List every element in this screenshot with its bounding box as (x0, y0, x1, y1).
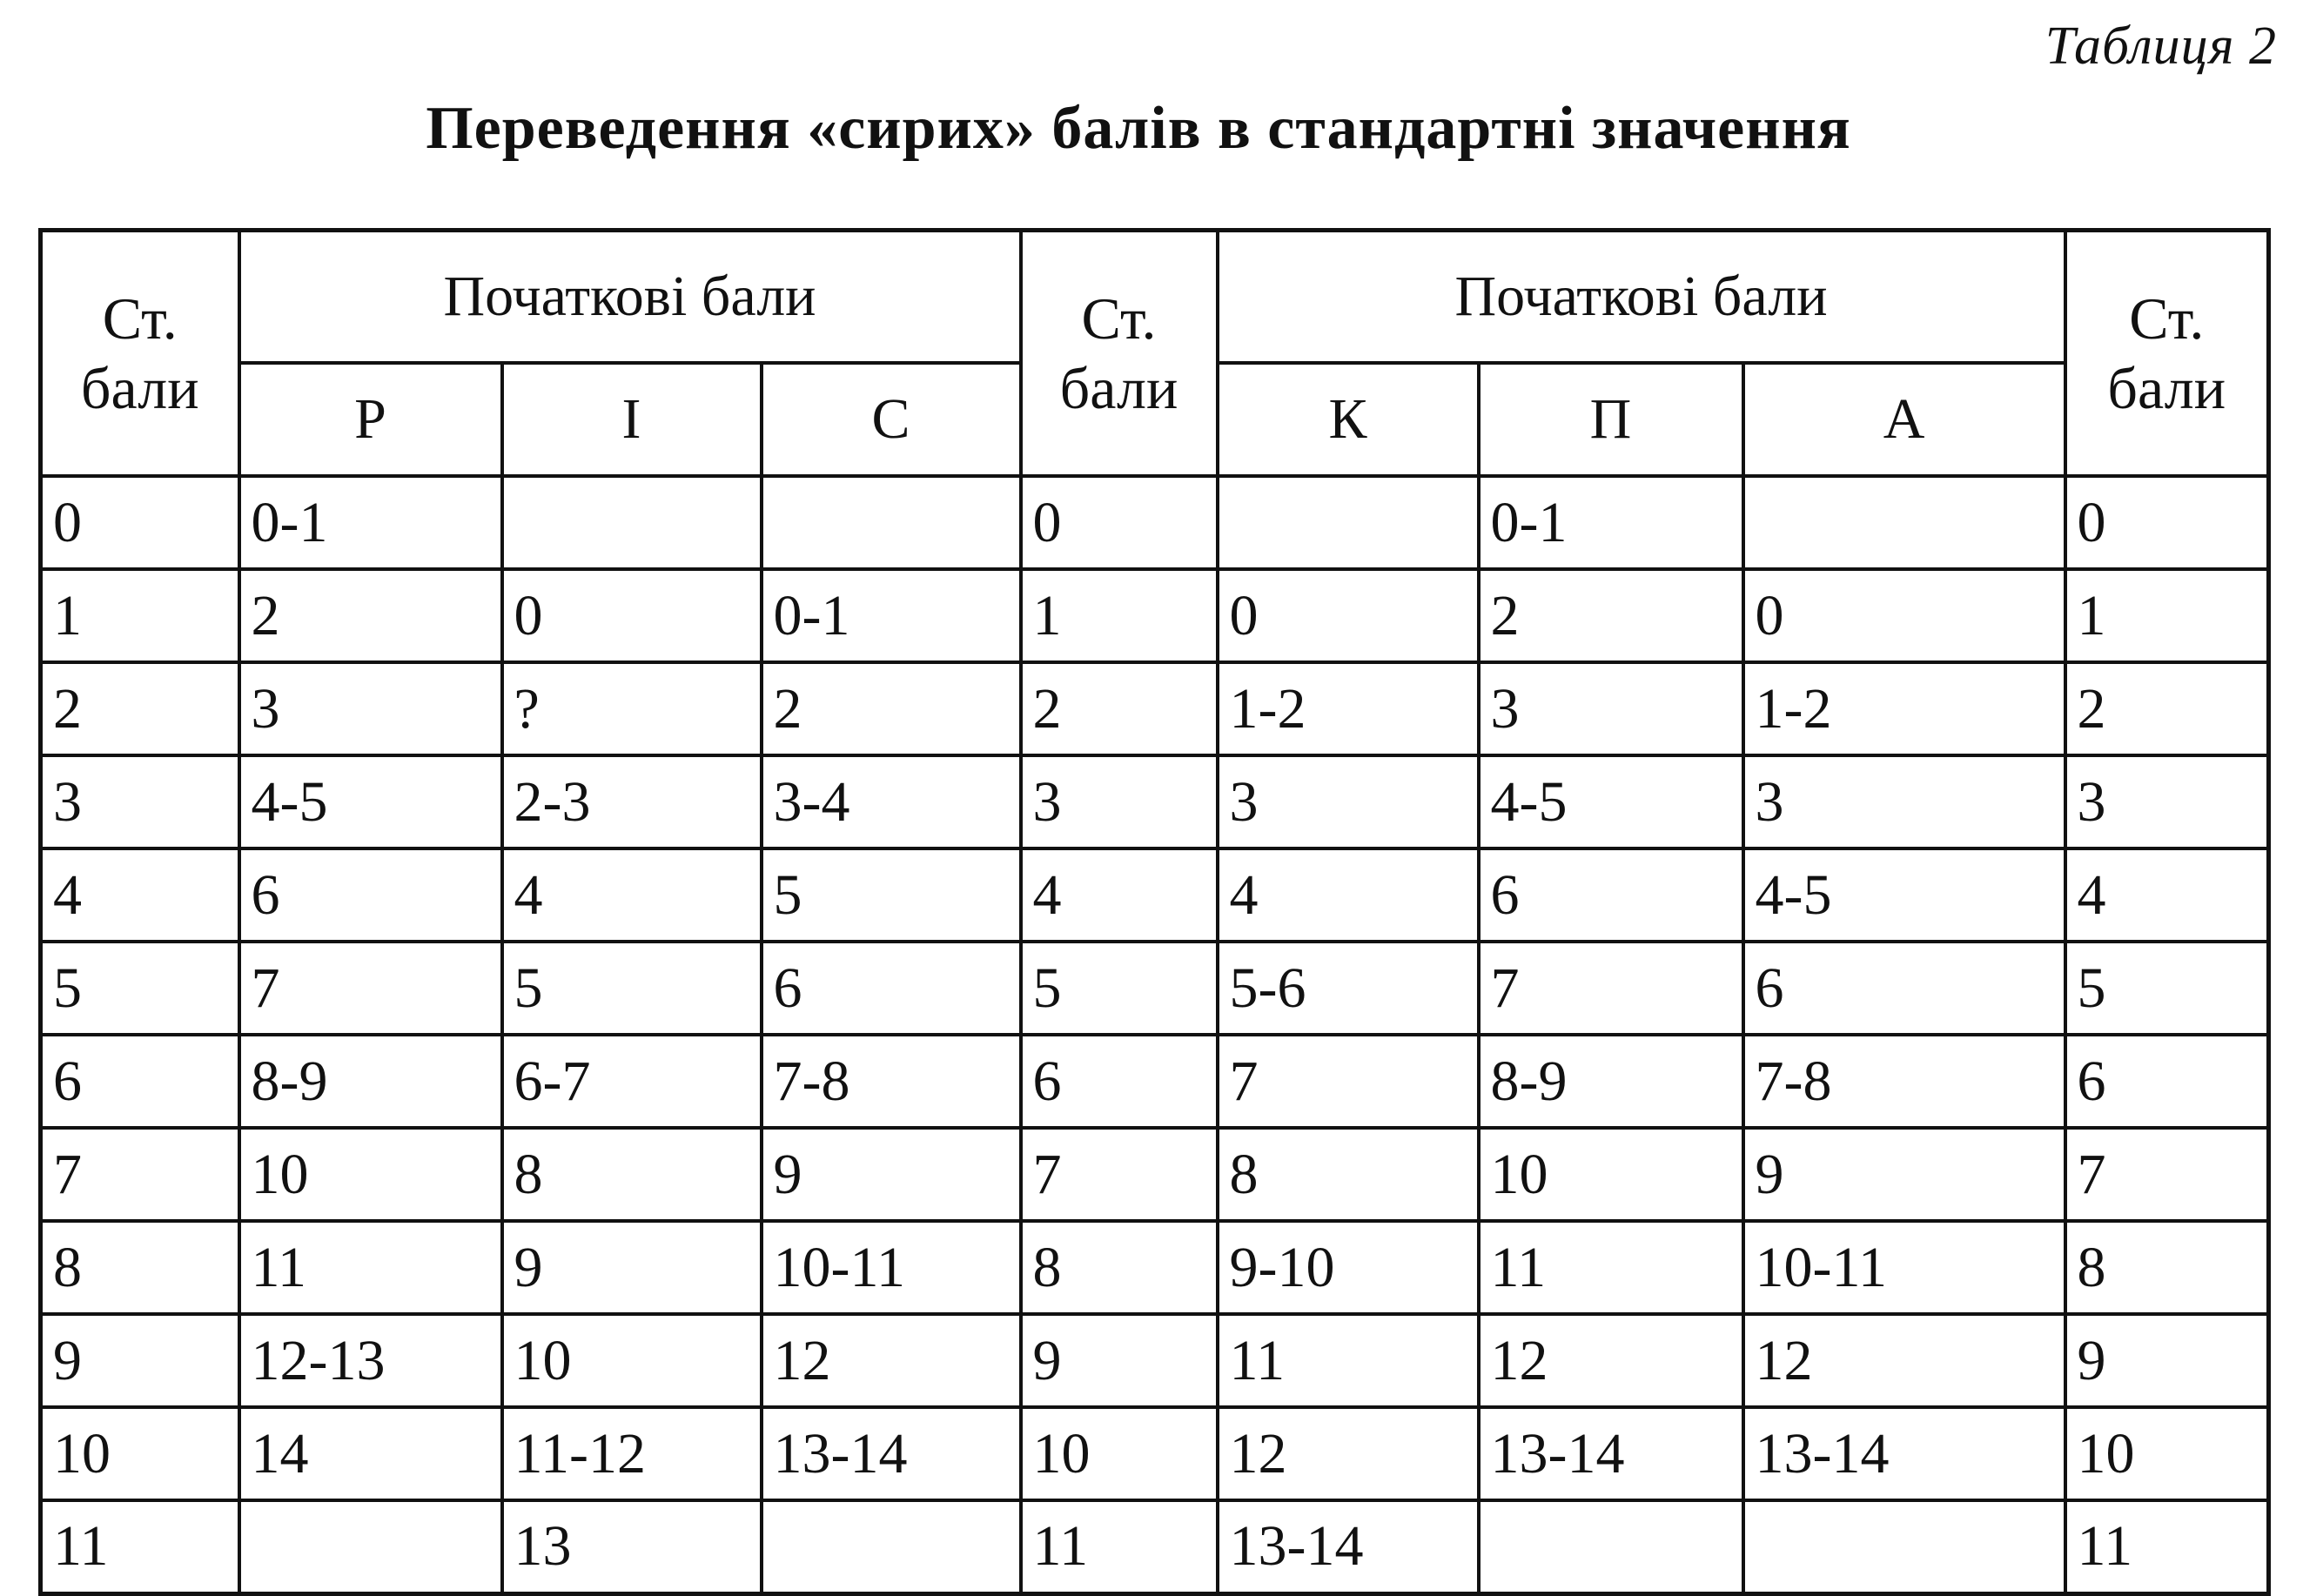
std-score-header-line2: бали (80, 355, 199, 421)
table-row (41, 662, 2269, 755)
std-score-header-line2: бали (2107, 355, 2226, 421)
table-row (41, 848, 2269, 942)
cell-std-left: 6 (41, 1035, 239, 1128)
std-score-header-line1: Ст. (2129, 285, 2205, 352)
cell-std-left: 5 (41, 942, 239, 1035)
cell-std-left: 3 (41, 755, 239, 848)
cell-i (502, 476, 762, 569)
cell-r: 7 (239, 942, 502, 1035)
cell-c (762, 476, 1021, 569)
cell-a: 13-14 (1743, 1407, 2065, 1500)
conversion-table (38, 228, 2271, 1596)
cell-k: 1-2 (1218, 662, 1479, 755)
column-header-p: П (1479, 363, 1743, 476)
cell-i: 5 (502, 942, 762, 1035)
cell-c: 3-4 (762, 755, 1021, 848)
cell-c: 0-1 (762, 569, 1021, 662)
cell-a: 7-8 (1743, 1035, 2065, 1128)
cell-p: 2 (1479, 569, 1743, 662)
cell-p: 10 (1479, 1128, 1743, 1221)
cell-p: 11 (1479, 1221, 1743, 1314)
cell-std-right: 10 (2065, 1407, 2269, 1500)
cell-r: 10 (239, 1128, 502, 1221)
cell-i: 2-3 (502, 755, 762, 848)
cell-std-middle: 4 (1021, 848, 1218, 942)
cell-k: 13-14 (1218, 1500, 1479, 1593)
cell-r: 2 (239, 569, 502, 662)
cell-i: 0 (502, 569, 762, 662)
cell-p: 3 (1479, 662, 1743, 755)
cell-std-middle: 1 (1021, 569, 1218, 662)
cell-i: 13 (502, 1500, 762, 1593)
std-score-header-line2: бали (1059, 355, 1178, 421)
cell-r: 6 (239, 848, 502, 942)
cell-std-middle: 6 (1021, 1035, 1218, 1128)
cell-std-left: 8 (41, 1221, 239, 1314)
raw-scores-group-header-right: Початкові бали (1218, 231, 2065, 364)
cell-k: 12 (1218, 1407, 1479, 1500)
cell-k: 0 (1218, 569, 1479, 662)
std-score-header-line1: Ст. (102, 285, 178, 352)
cell-std-middle: 2 (1021, 662, 1218, 755)
cell-a: 9 (1743, 1128, 2065, 1221)
table-row (41, 1221, 2269, 1314)
cell-std-right: 3 (2065, 755, 2269, 848)
cell-std-middle: 11 (1021, 1500, 1218, 1593)
cell-p: 8-9 (1479, 1035, 1743, 1128)
cell-k: 9-10 (1218, 1221, 1479, 1314)
cell-c: 13-14 (762, 1407, 1021, 1500)
cell-std-right: 5 (2065, 942, 2269, 1035)
cell-std-middle: 7 (1021, 1128, 1218, 1221)
cell-p: 0-1 (1479, 476, 1743, 569)
cell-r: 11 (239, 1221, 502, 1314)
cell-std-middle: 10 (1021, 1407, 1218, 1500)
cell-std-right: 1 (2065, 569, 2269, 662)
cell-a: 10-11 (1743, 1221, 2065, 1314)
table-row (41, 1128, 2269, 1221)
cell-p: 6 (1479, 848, 1743, 942)
cell-std-middle: 5 (1021, 942, 1218, 1035)
cell-std-left: 7 (41, 1128, 239, 1221)
cell-std-middle: 8 (1021, 1221, 1218, 1314)
column-header-i: І (502, 363, 762, 476)
cell-r: 0-1 (239, 476, 502, 569)
cell-std-left: 10 (41, 1407, 239, 1500)
cell-r (239, 1500, 502, 1593)
table-body (41, 476, 2269, 1593)
std-score-header-middle (1021, 231, 1218, 477)
cell-a: 4-5 (1743, 848, 2065, 942)
cell-std-right: 9 (2065, 1314, 2269, 1407)
cell-k: 5-6 (1218, 942, 1479, 1035)
table-header-row (41, 231, 2269, 364)
cell-i: 11-12 (502, 1407, 762, 1500)
cell-k: 8 (1218, 1128, 1479, 1221)
cell-c: 10-11 (762, 1221, 1021, 1314)
cell-c: 6 (762, 942, 1021, 1035)
cell-std-left: 9 (41, 1314, 239, 1407)
table-row (41, 1500, 2269, 1593)
cell-r: 8-9 (239, 1035, 502, 1128)
cell-a (1743, 476, 2065, 569)
cell-r: 4-5 (239, 755, 502, 848)
cell-std-left: 2 (41, 662, 239, 755)
table-row (41, 755, 2269, 848)
cell-i: 10 (502, 1314, 762, 1407)
cell-a: 6 (1743, 942, 2065, 1035)
cell-a: 1-2 (1743, 662, 2065, 755)
cell-c: 7-8 (762, 1035, 1021, 1128)
cell-k: 4 (1218, 848, 1479, 942)
cell-k: 11 (1218, 1314, 1479, 1407)
table-row (41, 569, 2269, 662)
cell-p (1479, 1500, 1743, 1593)
cell-p: 7 (1479, 942, 1743, 1035)
table-row (41, 1407, 2269, 1500)
cell-std-right: 0 (2065, 476, 2269, 569)
cell-i: ? (502, 662, 762, 755)
column-header-a: А (1743, 363, 2065, 476)
table-row (41, 942, 2269, 1035)
std-score-header-right (2065, 231, 2269, 477)
cell-std-left: 11 (41, 1500, 239, 1593)
cell-a (1743, 1500, 2065, 1593)
cell-k: 7 (1218, 1035, 1479, 1128)
cell-a: 3 (1743, 755, 2065, 848)
column-header-r: Р (239, 363, 502, 476)
std-score-header-line1: Ст. (1081, 285, 1157, 352)
cell-std-right: 8 (2065, 1221, 2269, 1314)
cell-i: 4 (502, 848, 762, 942)
cell-std-left: 4 (41, 848, 239, 942)
cell-p: 12 (1479, 1314, 1743, 1407)
cell-p: 4-5 (1479, 755, 1743, 848)
cell-c: 5 (762, 848, 1021, 942)
cell-c: 2 (762, 662, 1021, 755)
column-header-k: К (1218, 363, 1479, 476)
cell-a: 12 (1743, 1314, 2065, 1407)
cell-r: 3 (239, 662, 502, 755)
cell-r: 12-13 (239, 1314, 502, 1407)
raw-scores-group-header-left: Початкові бали (239, 231, 1021, 364)
cell-i: 9 (502, 1221, 762, 1314)
table-caption-label: Таблиця 2 (2044, 17, 2277, 76)
cell-r: 14 (239, 1407, 502, 1500)
cell-std-right: 2 (2065, 662, 2269, 755)
cell-std-middle: 3 (1021, 755, 1218, 848)
cell-std-left: 0 (41, 476, 239, 569)
cell-i: 8 (502, 1128, 762, 1221)
cell-i: 6-7 (502, 1035, 762, 1128)
table-row (41, 476, 2269, 569)
cell-std-right: 6 (2065, 1035, 2269, 1128)
cell-p: 13-14 (1479, 1407, 1743, 1500)
cell-c: 9 (762, 1128, 1021, 1221)
cell-std-middle: 9 (1021, 1314, 1218, 1407)
cell-k (1218, 476, 1479, 569)
cell-c (762, 1500, 1021, 1593)
cell-std-left: 1 (41, 569, 239, 662)
cell-std-right: 7 (2065, 1128, 2269, 1221)
std-score-header-left (41, 231, 239, 477)
cell-std-right: 4 (2065, 848, 2269, 942)
table-row (41, 1035, 2269, 1128)
table-title: Переведення «сирих» балів в стандартні значення (426, 95, 1851, 162)
cell-k: 3 (1218, 755, 1479, 848)
cell-std-middle: 0 (1021, 476, 1218, 569)
cell-a: 0 (1743, 569, 2065, 662)
table-row (41, 1314, 2269, 1407)
column-header-c: С (762, 363, 1021, 476)
cell-c: 12 (762, 1314, 1021, 1407)
cell-std-right: 11 (2065, 1500, 2269, 1593)
